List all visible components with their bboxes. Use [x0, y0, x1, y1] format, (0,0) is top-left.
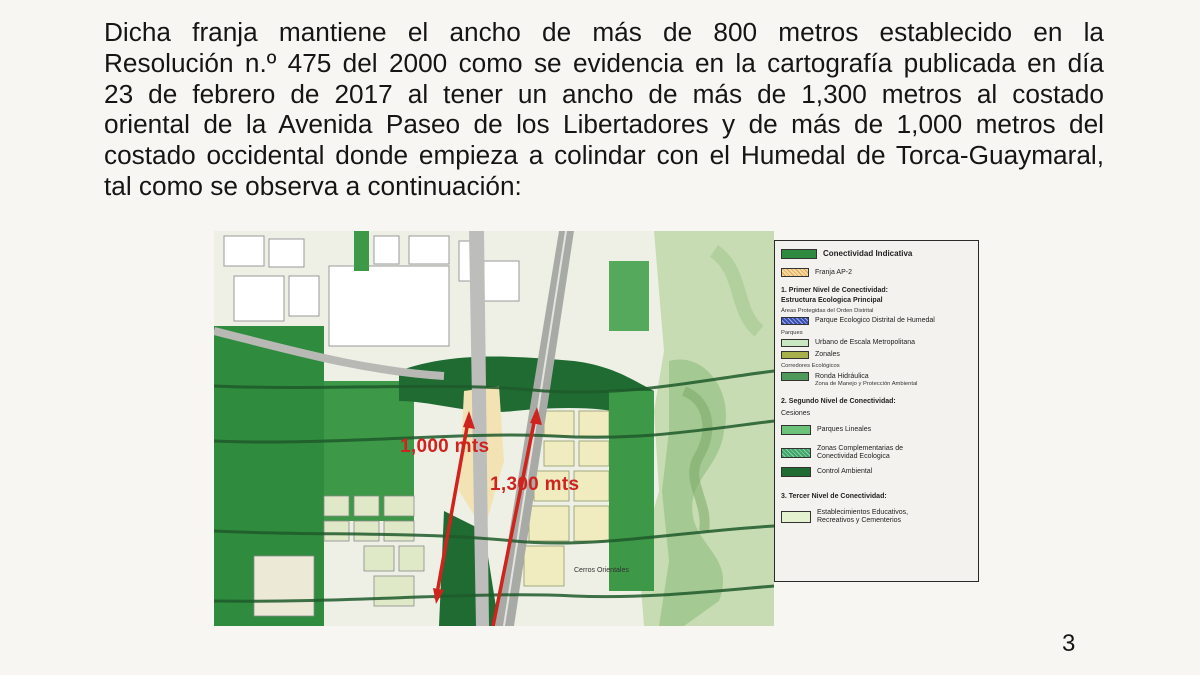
urbano-swatch: [781, 339, 809, 347]
map-legend: [774, 240, 979, 582]
level2-subheading: Cesiones: [781, 410, 811, 417]
body-paragraph: [104, 17, 1104, 202]
parques-heading: Parques: [781, 330, 803, 336]
parques-lineales-label: Parques Lineales: [817, 426, 872, 433]
zonas-complementarias-line: Conectividad Ecologica: [817, 453, 890, 460]
legend-row-franja: [781, 268, 852, 277]
legend-row-ronda: [781, 372, 869, 381]
paragraph-line: costado occidental donde empieza a colindar con el Humedal de Torca-Guaymaral,: [104, 140, 1104, 171]
legend-title: Conectividad Indicativa: [823, 249, 913, 258]
control-ambiental-label: Control Ambiental: [817, 468, 873, 475]
humedal-swatch: [781, 317, 809, 325]
legend-row-zonas-complementarias: [781, 445, 903, 461]
arrow-label-east: 1,300 mts: [490, 474, 580, 495]
areas-protegidas-label: Áreas Protegidas del Orden Distrital: [781, 308, 874, 314]
zonales-label: Zonales: [815, 351, 840, 358]
franja-label: Franja AP-2: [815, 268, 852, 276]
level1-subheading: Estructura Ecologica Principal: [781, 297, 883, 304]
establecimientos-label: [817, 509, 908, 525]
legend-row-control-ambiental: [781, 467, 872, 477]
legend-row-parques-lineales: [781, 425, 871, 435]
paragraph-line: oriental de la Avenida Paseo de los Libertadores y de más de 1,000 metros del: [104, 109, 1104, 140]
legend-row-establecimientos: [781, 509, 908, 525]
corredores-heading: Corredores Ecológicos: [781, 363, 840, 369]
level2-heading: 2. Segundo Nivel de Conectividad:: [781, 398, 896, 405]
level3-heading: 3. Tercer Nivel de Conectividad:: [781, 493, 887, 500]
ronda-swatch: [781, 372, 809, 381]
ronda-label: Ronda Hidráulica: [815, 372, 869, 380]
franja-swatch: [781, 268, 809, 277]
humedal-label: Parque Ecologico Distrital de Humedal: [815, 317, 935, 324]
paragraph-line: 23 de febrero de 2017 al tener un ancho de más de 1,300 metros al costado: [104, 78, 1104, 109]
establecimientos-swatch: [781, 511, 811, 523]
paragraph-line: tal como se observa a continuación:: [104, 170, 522, 201]
conectividad-swatch: [781, 249, 817, 259]
map-drawing: [214, 231, 774, 626]
place-label: Cerros Orientales: [574, 567, 629, 574]
level1-heading: 1. Primer Nivel de Conectividad:: [781, 287, 888, 294]
parques-lineales-swatch: [781, 425, 811, 435]
legend-row-humedal: [781, 317, 935, 325]
urbano-label: Urbano de Escala Metropolitana: [815, 339, 916, 346]
zonas-complementarias-line: Zonas Complementarias de: [817, 445, 903, 452]
establecimientos-line: Recreativos y Cementerios: [817, 517, 902, 524]
control-ambiental-swatch: [781, 467, 811, 477]
legend-row-urbano: [781, 339, 915, 347]
paragraph-line: Resolución n.º 475 del 2000 como se evidencia en la cartografía publicada en día: [104, 47, 1104, 78]
legend-row-conectividad: [781, 249, 912, 259]
map-figure: [214, 231, 774, 626]
arrow-label-west: 1,000 mts: [400, 436, 490, 457]
zonas-complementarias-label: [817, 445, 903, 461]
zona-manejo-label: Zona de Manejo y Protección Ambiental: [815, 381, 918, 387]
page-number: 3: [1062, 630, 1076, 657]
paragraph-line: Dicha franja mantiene el ancho de más de 800 metros establecido en la: [104, 17, 1104, 47]
zonas-complementarias-swatch: [781, 448, 811, 458]
establecimientos-line: Establecimientos Educativos,: [817, 509, 909, 516]
zonales-swatch: [781, 351, 809, 359]
legend-row-zonales: [781, 351, 840, 359]
